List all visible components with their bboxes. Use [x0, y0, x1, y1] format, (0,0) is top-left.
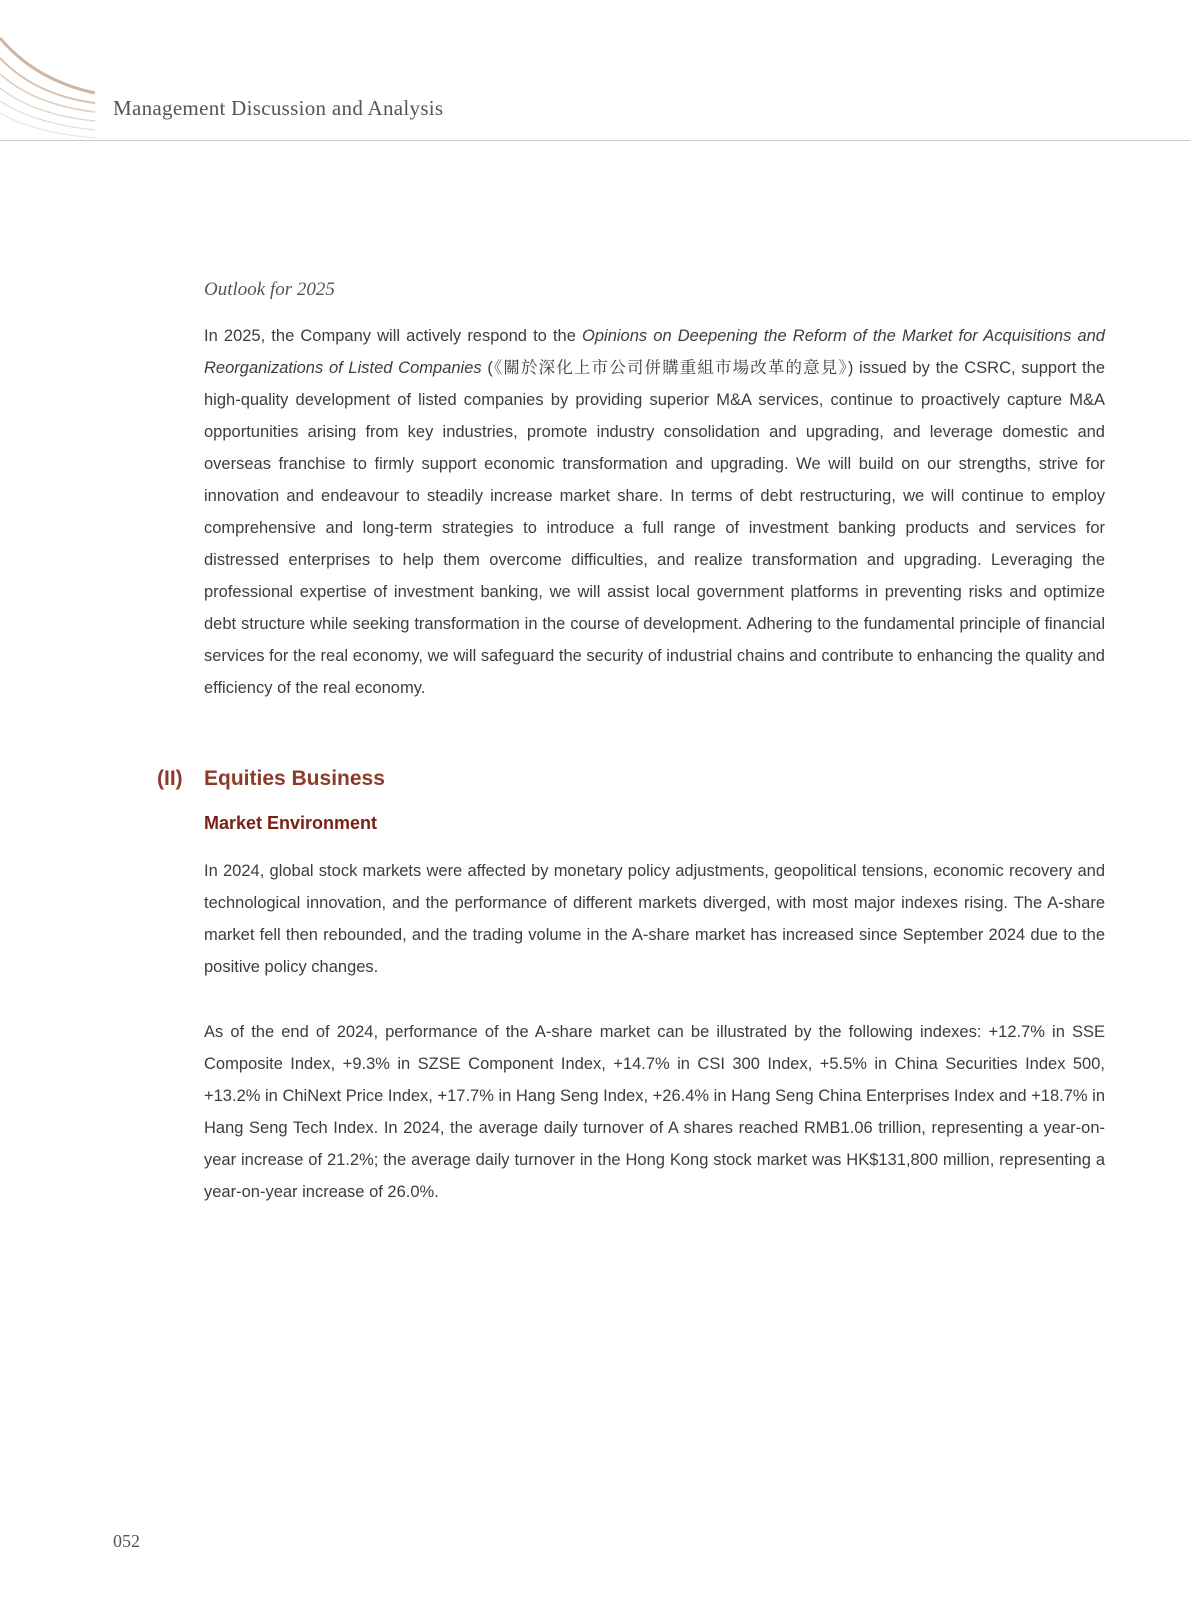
corner-arc-decoration — [0, 0, 100, 145]
market-environment-paragraph-1: In 2024, global stock markets were affected by monetary policy adjustments, geopolitical tensions, economic recovery and technological innovation, and the performance of different markets diverged, with most major indexes rising. The A-share market fell then rebounded, and the trading volume in the A-share market has increased since September 2024 due to the positive policy changes. — [204, 862, 1105, 976]
section-title: Equities Business — [204, 767, 385, 790]
header-divider — [0, 140, 1190, 141]
outlook-heading: Outlook for 2025 — [204, 279, 335, 300]
page-header-title: Management Discussion and Analysis — [113, 96, 444, 120]
outlook-paragraph-rest: (《關於深化上市公司併購重組市場改革的意見》) issued by the CSRC, support the high-quality development of listed companies by providing superior M&A services, continue to proactively capture M&A opportunities arising from key industries, promote industry consolidation and upgrading, and leverage domestic and overseas franchise to firmly support economic transformation and upgrading. We will build on our strengths, strive for innovation and endeavour to steadily increase market share. In terms of debt restructuring, we will continue to employ comprehensive and long-term strategies to introduce a full range of investment banking products and services for distressed enterprises to help them overcome difficulties, and realize transformation and upgrading. Leveraging the professional expertise of investment banking, we will assist local government platforms in preventing risks and optimize debt structure while seeking transformation in the course of development. Adhering to the fundamental principle of financial services for the real economy, we will safeguard the security of industrial chains and contribute to enhancing the quality and efficiency of the real economy. — [204, 359, 1105, 697]
section-number: (II) — [157, 767, 183, 790]
outlook-paragraph — [204, 320, 1105, 704]
market-environment-paragraph-2: As of the end of 2024, performance of the A-share market can be illustrated by the following indexes: +12.7% in SSE Composite Index, +9.3% in SZSE Component Index, +14.7% in CSI 300 Index, +5.5% in China Securities Index 500, +13.2% in ChiNext Price Index, +17.7% in Hang Seng Index, +26.4% in Hang Seng China Enterprises Index and +18.7% in Hang Seng Tech Index. In 2024, the average daily turnover of A shares reached RMB1.06 trillion, representing a year-on-year increase of 21.2%; the average daily turnover in the Hong Kong stock market was HK$131,800 million, representing a year-on-year increase of 26.0%. — [204, 1023, 1105, 1201]
opinions-document-title: Opinions on Deepening the Reform of the Market for Acquisitions and Reorganizations of Listed Companies — [204, 327, 1105, 377]
subsection-title: Market Environment — [204, 813, 378, 833]
outlook-paragraph-intro: In 2025, the Company will actively respond to the — [204, 327, 583, 345]
page-number: 052 — [113, 1531, 140, 1551]
